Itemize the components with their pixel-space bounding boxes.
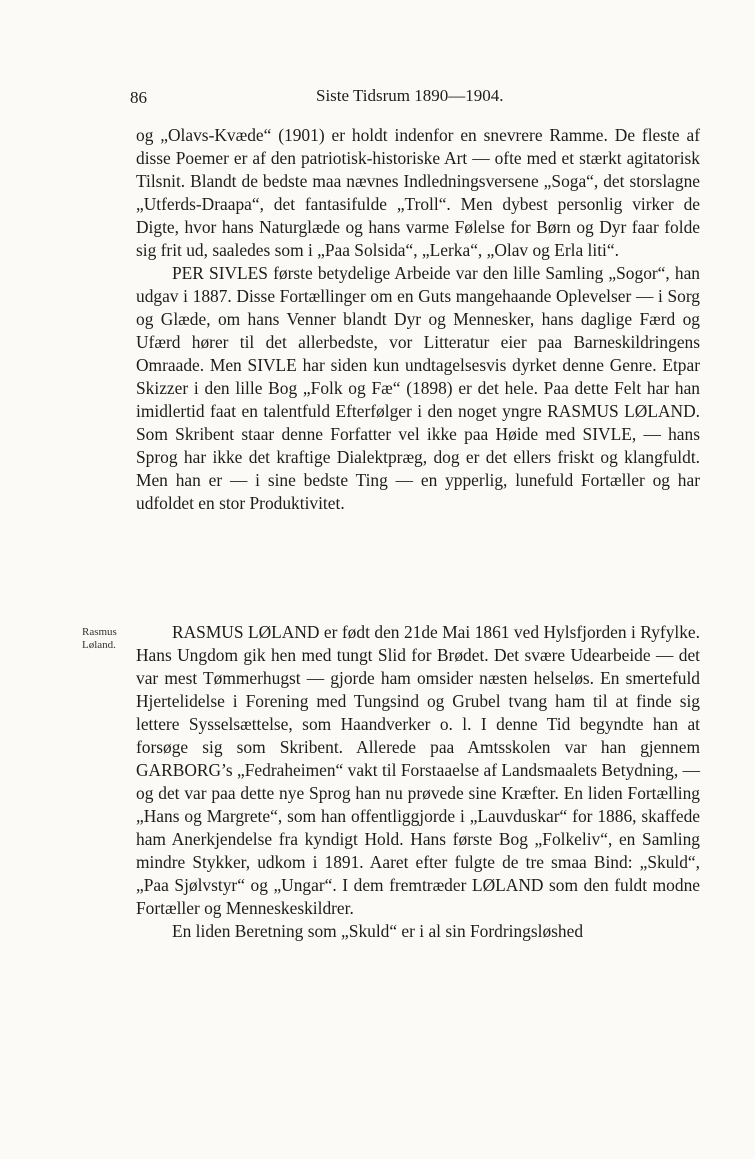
paragraph-skuld: En liden Beretning som „Skuld“ er i al sin Fordringsløshed — [172, 921, 584, 941]
running-title: Siste Tidsrum 1890—1904. — [316, 86, 504, 105]
text-block-upper — [136, 124, 700, 515]
paragraph-olavs-kvaede: og „Olavs-Kvæde“ (1901) er holdt indenfor en snevrere Ramme. De fleste af disse Poemer er af den patriotisk-historiske Art — ofte med et stærkt agitatorisk Tilsnit. Blandt de bedste maa nævnes Indledningsversene „Soga“, det storslagne „Utferds-Draapa“, det fantasifulde „Troll“. Men dybest personlig virker de Digte, hvor hans Naturglæde og hans varme Følelse for Børn og Dyr faar folde sig frit ud, saaledes som i „Paa Solsida“, „Lerka“, „Olav og Erla liti“. — [136, 125, 700, 260]
text-block-lower — [136, 621, 700, 943]
margin-note-line: Løland. — [82, 639, 116, 651]
margin-note-line: Rasmus — [82, 626, 117, 638]
page-number: 86 — [130, 88, 147, 107]
margin-note — [82, 626, 132, 652]
paragraph-per-sivle: PER SIVLES første betydelige Arbeide var den lille Samling „Sogor“, han udgav i 1887. Disse Fortællinger om en Guts mangehaande Oplevelser — i Sorg og Glæde, om hans Venner blandt Dyr og Mennesker, hans daglige Færd og Ufærd hører til det allerbedste, vor Litteratur eier paa Barneskildringens Omraade. Men SIVLE har siden kun undtagelsesvis dyrket denne Genre. Etpar Skizzer i den lille Bog „Folk og Fæ“ (1898) er det hele. Paa dette Felt har han imidlertid faat en talentfuld Efterfølger i den noget yngre RASMUS LØLAND. Som Skribent staar denne Forfatter vel ikke paa Høide med SIVLE, — hans Sprog har ikke det kraftige Dialektpræg, dog er det ellers friskt og klangfuldt. Men han er — i sine bedste Ting — en ypperlig, lunefuld Fortæller og har udfoldet en stor Produktivitet. — [136, 263, 700, 513]
paragraph-rasmus-loland: RASMUS LØLAND er født den 21de Mai 1861 ved Hylsfjorden i Ryfylke. Hans Ungdom gik hen med tungt Slid for Brødet. Det svære Udearbeide — det var mest Tømmerhugst — gjorde ham omsider næsten helseløs. En smertefuld Hjertelidelse i Forening med Tungsind og Grubel tvang ham til at finde sig lettere Sysselsættelse, som Haandverker o. l. I denne Tid begyndte han at forsøge sig som Skribent. Allerede paa Amtsskolen var han gjennem GARBORG’s „Fedraheimen“ vakt til Forstaaelse af Landsmaalets Betydning, — og det var paa dette nye Sprog han nu prøvede sine Kræfter. En liden Fortælling „Hans og Margrete“, som han offentliggjorde i „Lauvduskar“ for 1886, skaffede ham Anerkjendelse fra kyndigt Hold. Hans første Bog „Folkeliv“, en Samling mindre Stykker, udkom i 1891. Aaret efter fulgte de tre smaa Bind: „Skuld“, „Paa Sjølvstyr“ og „Ungar“. I dem fremtræder LØLAND som den fuldt modne Fortæller og Menneskeskildrer. — [136, 622, 700, 918]
